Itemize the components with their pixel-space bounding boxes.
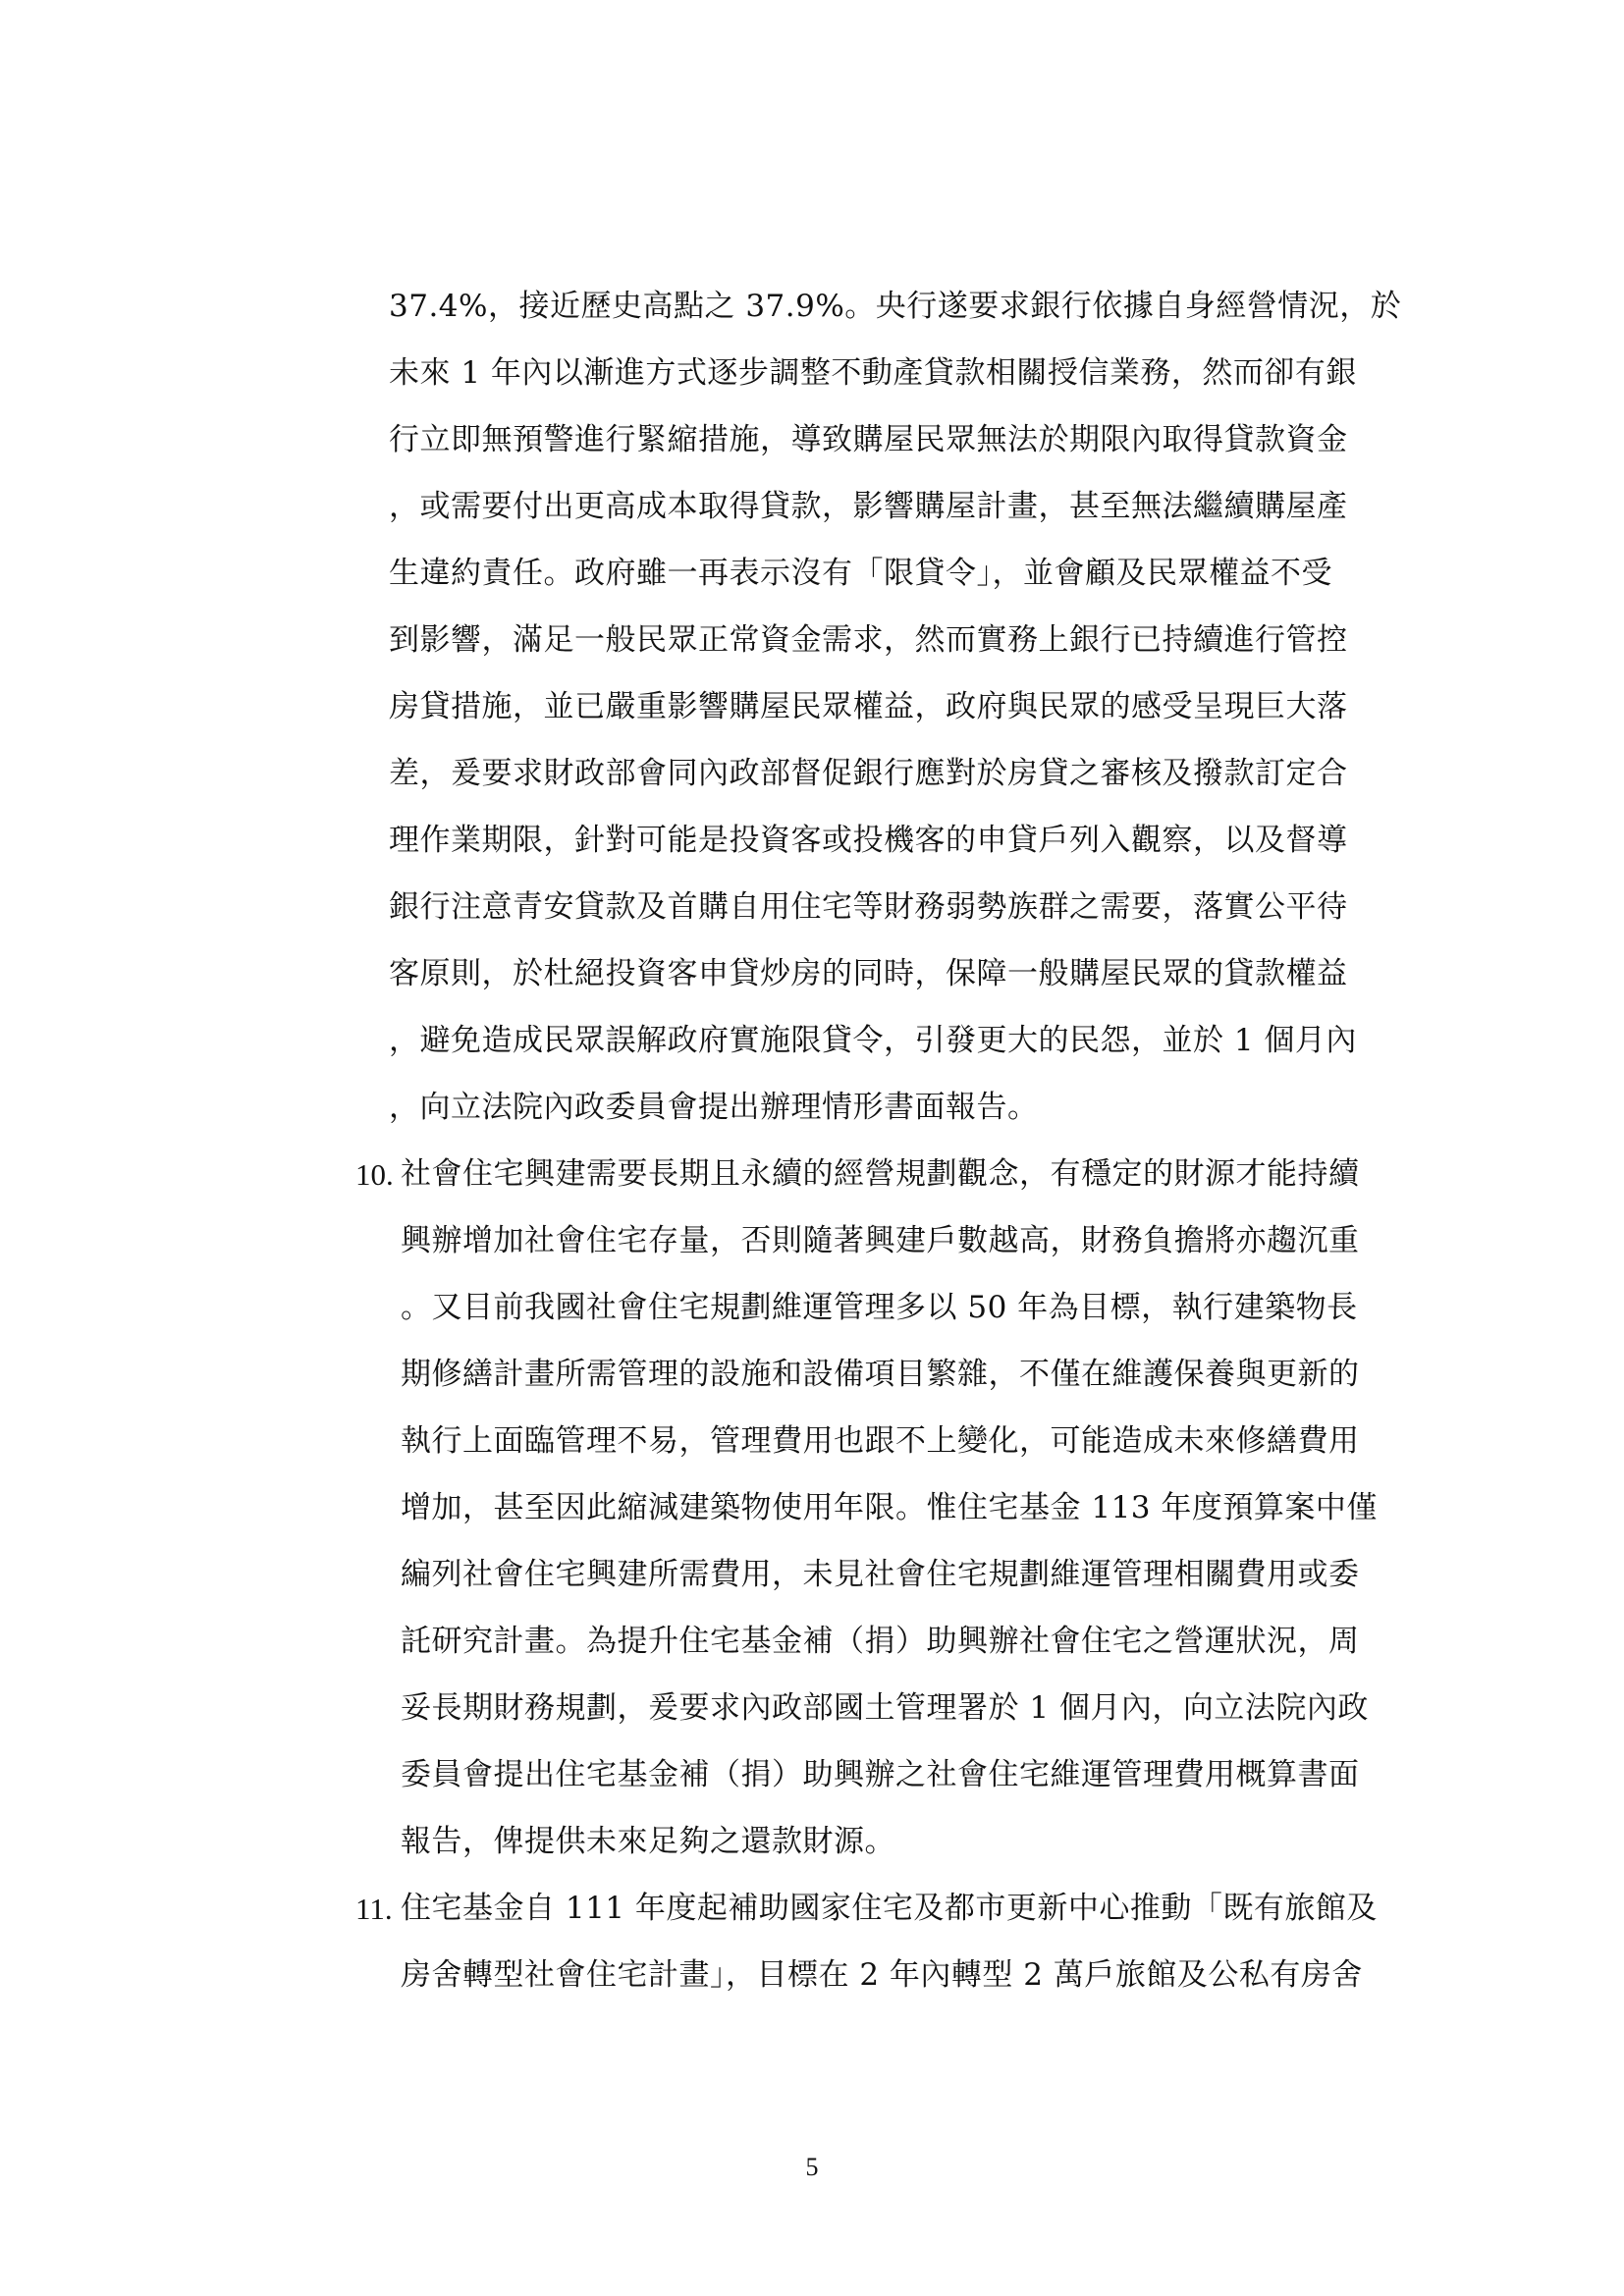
text-line: 理作業期限，針對可能是投資客或投機客的申貸戶列入觀察，以及督導 (389, 823, 1348, 858)
text-line: 。又目前我國社會住宅規劃維運管理多以 50 年為目標，執行建築物長 (401, 1290, 1358, 1325)
item-number: 11. (355, 1892, 393, 1926)
text-line: 社會住宅興建需要長期且永續的經營規劃觀念，有穩定的財源才能持續 (401, 1156, 1360, 1192)
page-number: 5 (805, 2153, 819, 2181)
text-line: 行立即無預警進行緊縮措施，導致購屋民眾無法於期限內取得貸款資金 (389, 422, 1348, 457)
text-line: 差，爰要求財政部會同內政部督促銀行應對於房貸之審核及撥款訂定合 (389, 756, 1348, 791)
text-line: 興辦增加社會住宅存量，否則隨著興建戶數越高，財務負擔將亦趨沉重 (401, 1223, 1360, 1258)
text-line: 房貸措施，並已嚴重影響購屋民眾權益，政府與民眾的感受呈現巨大落 (389, 689, 1348, 724)
text-line: 執行上面臨管理不易，管理費用也跟不上變化，可能造成未來修繕費用 (401, 1423, 1360, 1459)
text-line: 到影響，滿足一般民眾正常資金需求，然而實務上銀行已持續進行管控 (389, 622, 1348, 658)
text-line: ，向立法院內政委員會提出辦理情形書面報告。 (389, 1090, 1039, 1125)
text-line: 房舍轉型社會住宅計畫」，目標在 2 年內轉型 2 萬戶旅館及公私有房舍 (401, 1957, 1363, 1993)
text-line: 客原則，於杜絕投資客申貸炒房的同時，保障一般購屋民眾的貸款權益 (389, 956, 1348, 991)
text-line: 住宅基金自 111 年度起補助國家住宅及都市更新中心推動「既有旅館及 (401, 1891, 1378, 1926)
text-line: 37.4%，接近歷史高點之 37.9%。央行遂要求銀行依據自身經營情況，於 (389, 289, 1402, 324)
text-line: 託研究計畫。為提升住宅基金補（捐）助興辦社會住宅之營運狀況，周 (401, 1624, 1360, 1659)
text-line: 增加，甚至因此縮減建築物使用年限。惟住宅基金 113 年度預算案中僅 (401, 1490, 1378, 1525)
text-line: 妥長期財務規劃，爰要求內政部國土管理署於 1 個月內，向立法院內政 (401, 1690, 1369, 1726)
text-line: 未來 1 年內以漸進方式逐步調整不動產貸款相關授信業務，然而卻有銀 (389, 355, 1357, 391)
item-number: 10. (355, 1157, 394, 1192)
text-line: 期修繕計畫所需管理的設施和設備項目繁雜，不僅在維護保養與更新的 (401, 1357, 1360, 1392)
text-line: 生違約責任。政府雖一再表示沒有「限貸令」，並會顧及民眾權益不受 (389, 556, 1332, 591)
text-line: 委員會提出住宅基金補（捐）助興辦之社會住宅維運管理費用概算書面 (401, 1757, 1360, 1792)
text-line: 報告，俾提供未來足夠之還款財源。 (401, 1824, 895, 1859)
text-line: ，避免造成民眾誤解政府實施限貸令，引發更大的民怨，並於 1 個月內 (389, 1023, 1357, 1058)
text-line: 銀行注意青安貸款及首購自用住宅等財務弱勢族群之需要，落實公平待 (389, 889, 1348, 925)
text-line: 編列社會住宅興建所需費用，未見社會住宅規劃維運管理相關費用或委 (401, 1557, 1360, 1592)
text-line: ，或需要付出更高成本取得貸款，影響購屋計畫，甚至無法繼續購屋產 (389, 489, 1348, 524)
